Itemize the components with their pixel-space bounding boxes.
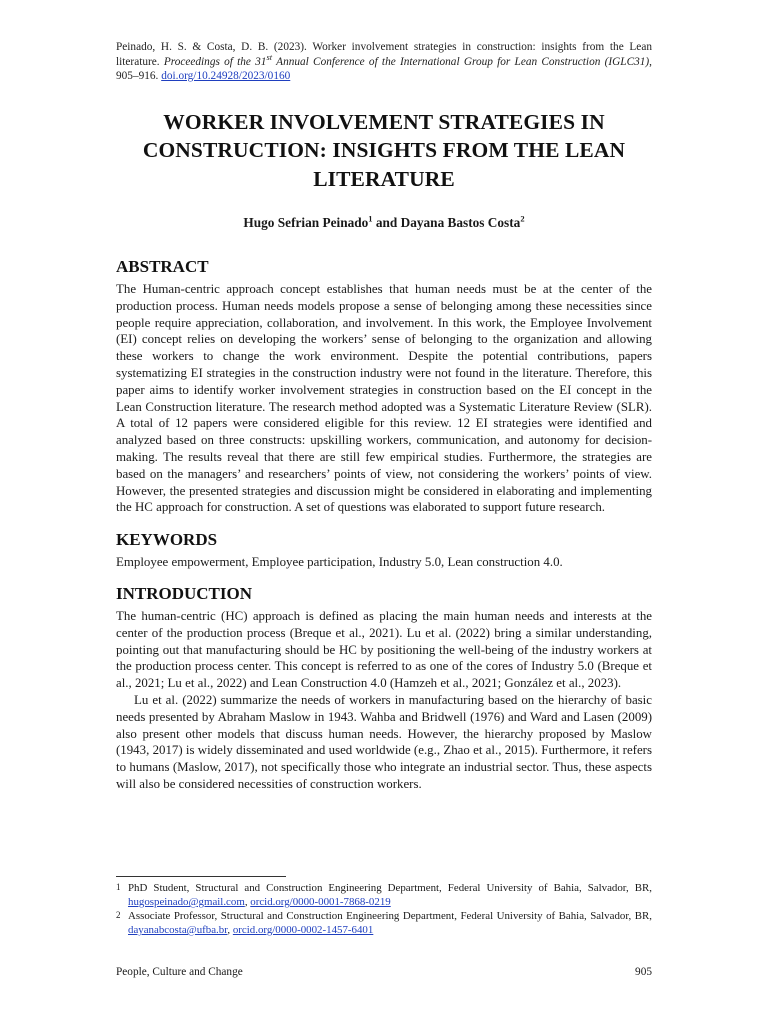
- author-1: Hugo Sefrian Peinado: [243, 215, 369, 230]
- footnotes: [116, 881, 652, 937]
- abstract-text: The Human-centric approach concept establishes that human needs must be at the center of the production process. Human needs models propose a sense of belonging among these necessities since people require appreciation, collaboration, and involvement. In this work, the Employee Involvement (EI) concept relies on developing the workers’ sense of belonging to the organization and allowing these workers to change the work environment. Despite the potential contributions, papers systematizing EI strategies in the construction industry were not found in the literature. Therefore, this paper aims to identify worker involvement strategies in construction based on the EI concept in the Lean Construction literature. The research method adopted was a Systematic Literature Review (SLR). A total of 12 papers were considered eligible for this review. 12 EI strategies were identified and analyzed based on three constructs: upskilling workers, communication, and autonomy for decision-making. The results reveal that there are still few empirical studies. Furthermore, the strategies are based on the managers’ and researchers’ points of view, not considering the workers’ points of view. However, the presented strategies and discussion might be considered in elaborating and implementing the HC approach for construction. A set of questions was elaborated to support future research.: [116, 282, 652, 515]
- orcid-link[interactable]: orcid.org/0000-0002-1457-6401: [232, 924, 374, 936]
- email-link[interactable]: dayanabcosta@ufba.br: [128, 924, 228, 936]
- introduction-paragraph-2: Lu et al. (2022) summarize the needs of workers in manufacturing based on the hierarchy of basic needs presented by Abraham Maslow in 1943. Wahba and Bridwell (1976) and Ward and Lasen (2009) also present other models that discuss human needs. However, the hierarchy proposed by Maslow (1943, 2017) is widely disseminated and used worldwide (e.g., Zhao et al., 2015). Furthermore, it refers to humans (Maslow, 2017), not specifically those who integrate an industrial sector. Thus, these aspects will also be considered necessities of construction workers.: [116, 692, 652, 791]
- footnote-1: [116, 881, 652, 909]
- email-link[interactable]: hugospeinado@gmail.com: [128, 896, 245, 908]
- author-1-footnote-mark: 1: [368, 213, 373, 224]
- footnote-2: [116, 909, 652, 937]
- citation-pages: , 905–916.: [116, 55, 652, 82]
- paper-page: [116, 40, 652, 793]
- footnote-divider: [116, 876, 286, 877]
- introduction-paragraph-1: The human-centric (HC) approach is defined as placing the main human needs and interests at the center of the production process (Breque et al., 2021). Lu et al. (2022) bring a similar understanding, pointing out that manufacturing should be HC by positioning the well-being of the industry workers at the production process center. This concept is referred to as one of the cores of Industry 5.0 (Breque et al., 2021; Lu et al., 2022) and Lean Construction 4.0 (Hamzeh et al., 2021; González et al., 2023).: [116, 608, 652, 691]
- author-line: [116, 215, 652, 231]
- introduction-heading: INTRODUCTION: [116, 583, 253, 603]
- author-conjunction: and: [372, 215, 401, 230]
- footer-section: People, Culture and Change: [116, 966, 243, 978]
- orcid-link[interactable]: orcid.org/0000-0001-7868-0219: [250, 896, 391, 908]
- keywords-heading: KEYWORDS: [116, 530, 218, 550]
- doi-link[interactable]: doi.org/10.24928/2023/0160: [161, 70, 291, 82]
- footnote-body: PhD Student, Structural and Construction Engineering Department, Federal University of Bahia, Salvador, BR, hugospeinado@gmail.com, orcid.org/0000-0001-7868-0219: [128, 882, 652, 908]
- author-2: Dayana Bastos Costa: [400, 215, 521, 230]
- page-number: 905: [635, 966, 652, 978]
- footnote-body: Associate Professor, Structural and Construction Engineering Department, Federal University of Bahia, Salvador, BR, dayanabcosta@ufba.br, orcid.org/0000-0002-1457-6401: [128, 910, 652, 936]
- footnote-number: 1: [116, 882, 121, 892]
- page-footer: [116, 966, 652, 978]
- abstract-heading: ABSTRACT: [116, 257, 209, 276]
- citation-text: Peinado, H. S. & Costa, D. B. (2023). Worker involvement strategies in construction: insights from the Lean literature.: [116, 41, 652, 68]
- keywords-text: Employee empowerment, Employee participation, Industry 5.0, Lean construction 4.0.: [116, 555, 563, 570]
- author-2-footnote-mark: 2: [520, 213, 525, 224]
- citation-header: [116, 40, 652, 84]
- citation-journal: Proceedings of the 31st Annual Conference of the International Group for Lean Construction (IGLC31): [163, 51, 650, 68]
- footnote-number: 2: [116, 910, 121, 920]
- paper-title: WORKER INVOLVEMENT STRATEGIES IN CONSTRUCTION: INSIGHTS FROM THE LEAN LITERATURE: [142, 109, 626, 191]
